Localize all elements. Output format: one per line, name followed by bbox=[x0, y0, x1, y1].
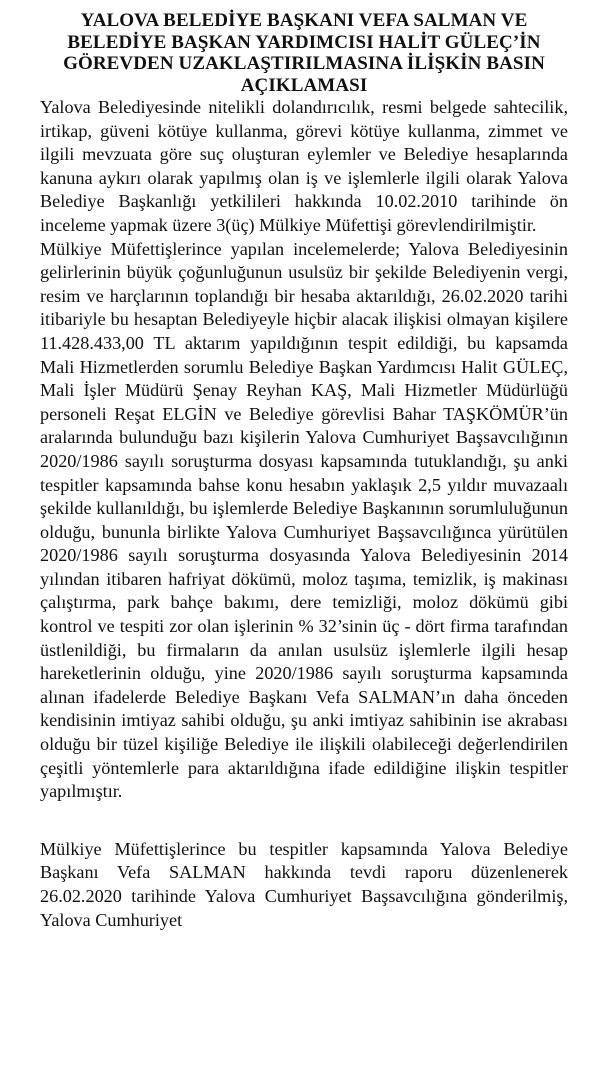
press-release-document bbox=[40, 10, 568, 932]
paragraph-1: Yalova Belediyesinde nitelikli dolandırıcılık, resmi belgede sahtecilik, irtikap, güveni kötüye kullanma, görevi kötüye kullanma, zimmet ve ilgili mevzuata göre suç oluşturan eylemler ve Belediye hesaplarında kanuna aykırı olarak yapılmış olan iş ve işlemlerle ilgili olarak Yalova Belediye Başkanlığı yetkilileri hakkında 10.02.2010 tarihinde ön inceleme yapmak üzere 3(üç) Mülkiye Müfettişi görevlendirilmiştir. bbox=[40, 97, 568, 235]
document-title: YALOVA BELEDİYE BAŞKANI VEFA SALMAN VE BELEDİYE BAŞKAN YARDIMCISI HALİT GÜLEÇ’İN GÖREVDEN UZAKLAŞTIRILMASINA İLİŞKİN BASIN AÇIKLAMASI bbox=[63, 10, 545, 96]
paragraph-2: Mülkiye Müfettişlerince yapılan incelemelerde; Yalova Belediyesinin gelirlerinin büyük çoğunluğunun usulsüz bir şekilde Belediyenin vergi, resim ve harçlarının toplandığı bir hesaba aktarıldığı, 26.02.2020 tarihi itibariyle bu hesaptan Belediyeyle hiçbir alacak ilişkisi olmayan kişilere 11.428.433,00 TL aktarım yapıldığının tespit edildiği, bu kapsamda Mali Hizmetlerden sorumlu Belediye Başkan Yardımcısı Halit GÜLEÇ, Mali İşler Müdürü Şenay Reyhan KAŞ, Mali Hizmetler Müdürlüğü personeli Reşat ELGİN ve Belediye görevlisi Bahar TAŞKÖMÜR’ün aralarında bulunduğu bazı kişilerin Yalova Cumhuriyet Başsavcılığının 2020/1986 sayılı soruşturma dosyası kapsamında tutuklandığı, şu anki tespitler kapsamında bahse konu hesabın yaklaşık 2,5 yıldır muvazaalı şekilde kullanıldığı, bu işlemlerde Belediye Başkanının sorumluluğunun olduğu, bununla birlikte Yalova Cumhuriyet Başsavcılığınca yürütülen 2020/1986 sayılı soruşturma dosyasında Yalova Belediyesinin 2014 yılından itibaren hafriyat dökümü, moloz taşıma, temizlik, iş makinası çalıştırma, park bahçe bakımı, dere temizliği, moloz dökümü gibi kontrol ve tespiti zor olan işlerinin % 32’sinin üç - dört firma tarafından üstlenildiği, bu firmaların da anılan usulsüz işlemlerle ilgili hesap hareketlerinin olduğu, yine 2020/1986 sayılı soruşturma kapsamında alınan ifadelerde Belediye Başkanı Vefa SALMAN’ın daha önceden kendisinin imtiyaz sahibi olduğu, şu anki imtiyaz sahibinin ise akrabası olduğu bir tüzel kişiliğe Belediye ile ilişkili olabileceği değerlendirilen çeşitli yöntemlerle para aktarıldığına ifade edildiğine ilişkin tespitler yapılmıştır. bbox=[40, 238, 568, 802]
paragraph-3: Mülkiye Müfettişlerince bu tespitler kapsamında Yalova Belediye Başkanı Vefa SALMAN hakkında tevdi raporu düzenlenerek 26.02.2020 tarihinde Yalova Cumhuriyet Başsavcılığına gönderilmiş, Yalova Cumhuriyet bbox=[40, 838, 568, 930]
